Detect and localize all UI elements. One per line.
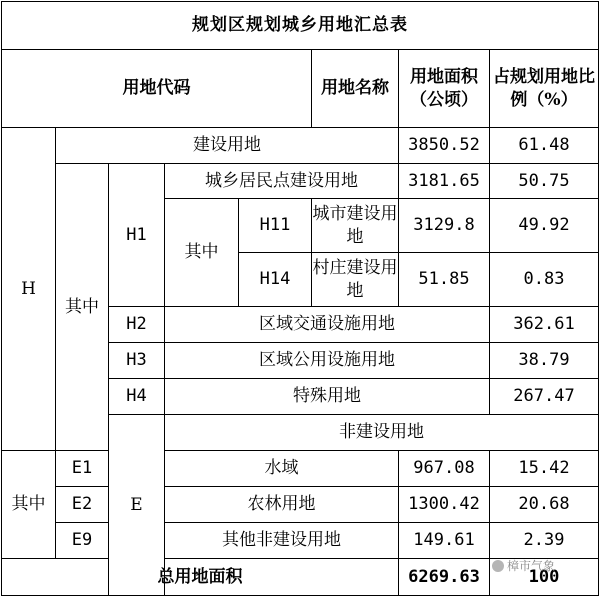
row-name: 区域交通设施用地 <box>165 307 490 343</box>
row-ratio: 0.83 <box>490 253 599 307</box>
row-code: H1 <box>109 164 165 307</box>
header-area: 用地面积（公顷） <box>399 50 490 128</box>
total-label: 总用地面积 <box>2 559 399 596</box>
row-ratio: 20.68 <box>490 487 599 523</box>
row-ratio: 2.39 <box>490 523 599 559</box>
row-area: 362.61 <box>490 307 599 343</box>
watermark-logo-icon <box>492 560 504 572</box>
row-name: 特殊用地 <box>165 379 490 415</box>
row-code: E2 <box>56 487 109 523</box>
row-name: 其他非建设用地 <box>165 523 399 559</box>
of-which-label: 其中 <box>56 164 109 451</box>
row-area: 51.85 <box>399 253 490 307</box>
total-ratio: 100 <box>490 559 599 596</box>
row-name: 建设用地 <box>56 128 399 164</box>
row-name: 区域公用设施用地 <box>165 343 490 379</box>
category-code-e: E <box>109 415 165 596</box>
row-area: 38.79 <box>490 343 599 379</box>
row-area: 967.08 <box>399 451 490 487</box>
total-area: 6269.63 <box>399 559 490 596</box>
table-title: 规划区规划城乡用地汇总表 <box>2 2 599 50</box>
row-area: 1300.42 <box>399 487 490 523</box>
row-code: H14 <box>239 253 312 307</box>
row-code: E9 <box>56 523 109 559</box>
row-code: H2 <box>109 307 165 343</box>
row-ratio: 49.92 <box>490 199 599 253</box>
row-ratio: 15.42 <box>490 451 599 487</box>
header-ratio: 占规划用地比例（%） <box>490 50 599 128</box>
row-name: 城乡居民点建设用地 <box>165 164 399 199</box>
watermark <box>492 557 555 574</box>
row-code: E1 <box>56 451 109 487</box>
row-area: 267.47 <box>490 379 599 415</box>
row-code: H11 <box>239 199 312 253</box>
row-area: 3129.8 <box>399 199 490 253</box>
row-name: 村庄建设用地 <box>312 253 399 307</box>
row-area: 3850.52 <box>399 128 490 164</box>
watermark-text: 樟市气象 <box>506 559 555 573</box>
header-code: 用地代码 <box>2 50 312 128</box>
row-ratio: 61.48 <box>490 128 599 164</box>
of-which-label: 其中 <box>2 451 56 559</box>
row-ratio: 50.75 <box>490 164 599 199</box>
row-name: 非建设用地 <box>165 415 599 451</box>
row-name: 城市建设用地 <box>312 199 399 253</box>
category-code-h: H <box>2 128 56 451</box>
row-name: 农林用地 <box>165 487 399 523</box>
row-name: 水域 <box>165 451 399 487</box>
row-code: H3 <box>109 343 165 379</box>
land-use-summary-table <box>1 1 599 596</box>
row-area: 3181.65 <box>399 164 490 199</box>
of-which-label: 其中 <box>165 199 239 307</box>
row-code: H4 <box>109 379 165 415</box>
row-area: 149.61 <box>399 523 490 559</box>
header-name: 用地名称 <box>312 50 399 128</box>
